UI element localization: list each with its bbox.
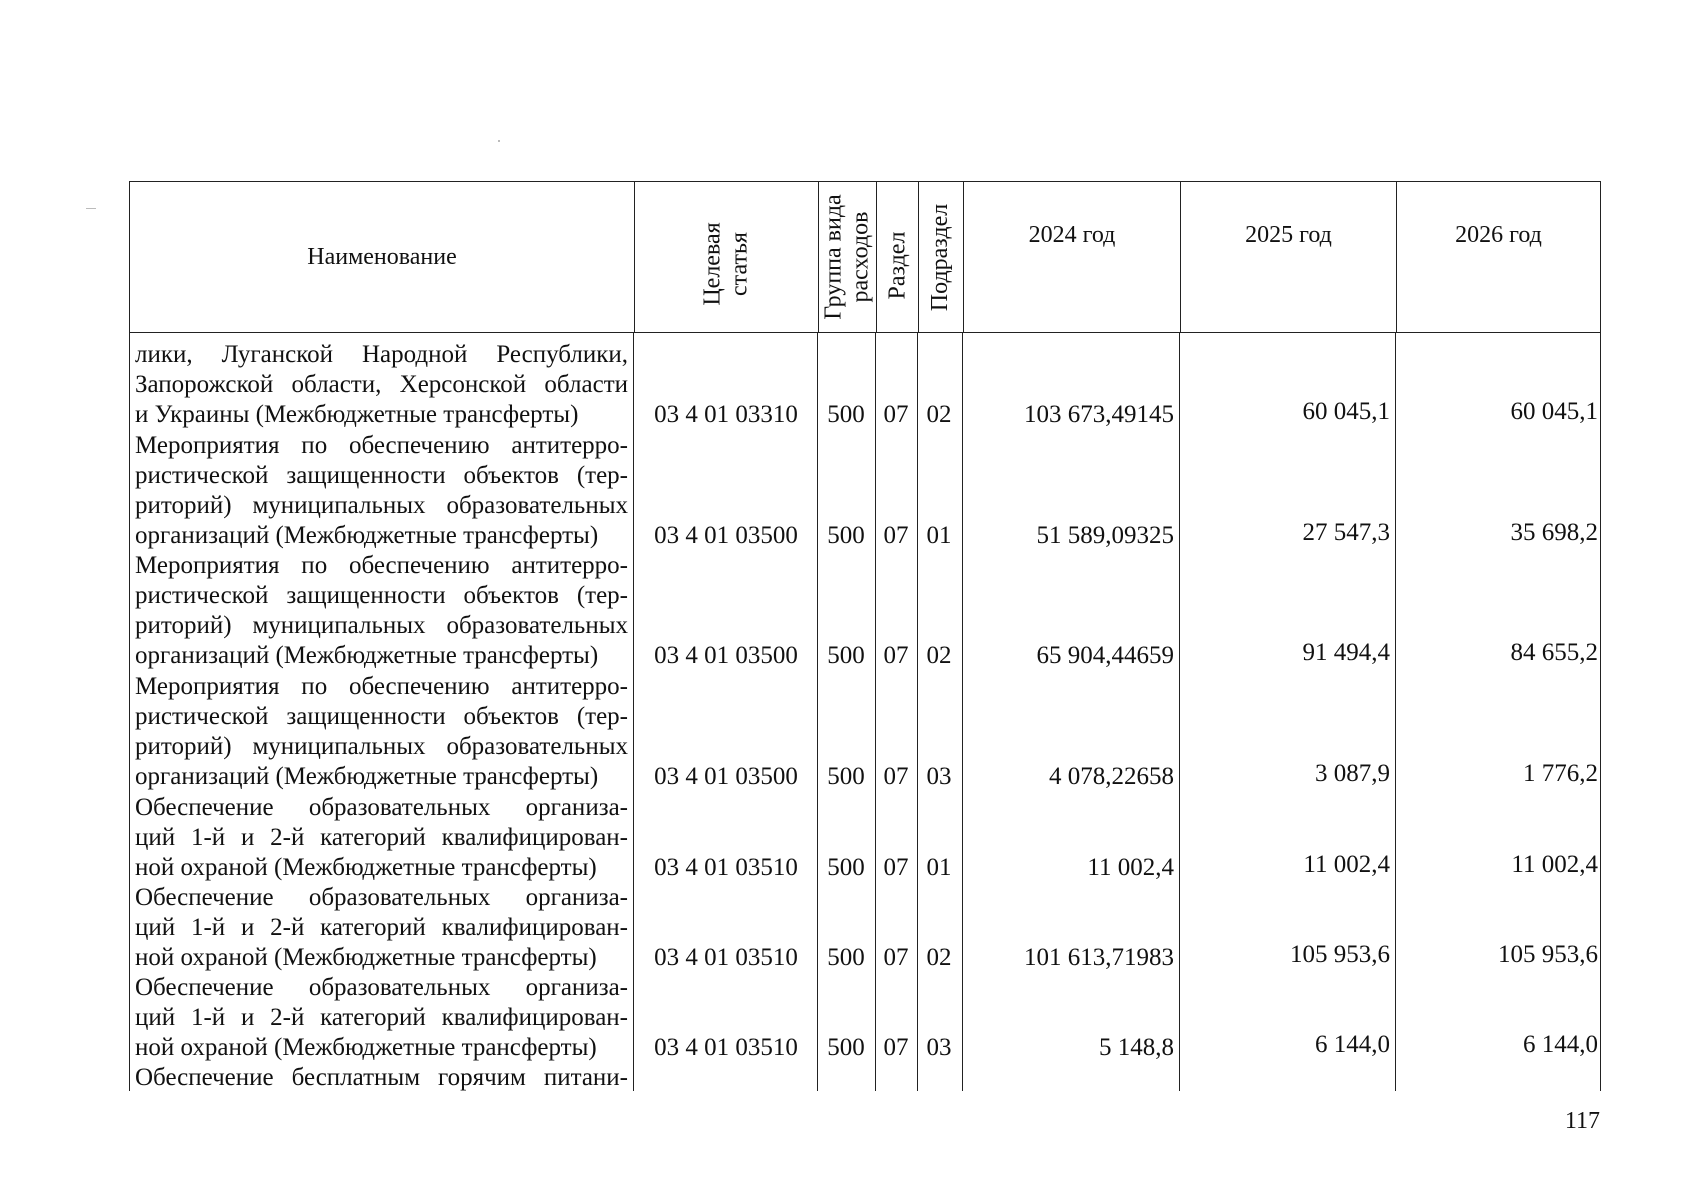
row-name-line: риторий) муниципальных образовательных xyxy=(135,492,628,519)
column-divider xyxy=(875,333,876,1091)
row-name-line: ной охраной (Межбюджетные трансферты) xyxy=(135,1034,597,1061)
column-divider xyxy=(917,333,918,1091)
margin-mark xyxy=(86,208,96,209)
row-subsection: 01 xyxy=(926,522,952,549)
row-name-line: ной охраной (Межбюджетные трансферты) xyxy=(135,944,597,971)
column-divider xyxy=(129,333,130,1091)
header-year-2024-text: 2024 год xyxy=(1028,222,1116,248)
column-divider xyxy=(633,333,634,1091)
header-target-article-text xyxy=(699,222,753,305)
row-expense-group: 500 xyxy=(827,522,865,549)
header-section xyxy=(876,182,918,332)
row-value-2026: 6 144,0 xyxy=(1523,1031,1598,1058)
row-name xyxy=(135,340,628,430)
row-value-2026: 1 776,2 xyxy=(1523,760,1598,787)
row-name-line: лики, Луганской Народной Республики, xyxy=(135,341,628,368)
row-expense-group: 500 xyxy=(827,854,865,881)
row-value-2024: 5 148,8 xyxy=(1099,1034,1174,1061)
row-value-2024: 103 673,49145 xyxy=(1024,401,1174,428)
row-value-2024: 51 589,09325 xyxy=(1036,522,1174,549)
header-expense-group-line1: Группа вида xyxy=(820,194,847,320)
row-target-article: 03 4 01 03310 xyxy=(654,401,798,428)
header-year-2026-text: 2026 год xyxy=(1455,222,1542,248)
row-value-2026: 35 698,2 xyxy=(1510,519,1598,546)
row-expense-group: 500 xyxy=(827,1034,865,1061)
row-subsection: 03 xyxy=(926,1034,952,1061)
row-name-line: ристической защищенности объектов (тер- xyxy=(135,703,628,730)
row-name-line: организаций (Межбюджетные трансферты) xyxy=(135,642,599,669)
header-year-2025-text: 2025 год xyxy=(1245,222,1332,248)
row-value-2024: 65 904,44659 xyxy=(1036,642,1174,669)
row-name-line: Обеспечение образовательных организа- xyxy=(135,884,628,911)
row-section: 07 xyxy=(883,854,909,881)
row-value-2025: 60 045,1 xyxy=(1302,398,1390,425)
scan-dot xyxy=(498,140,500,142)
row-name-line: ристической защищенности объектов (тер- xyxy=(135,462,628,489)
page-number: 117 xyxy=(1564,1108,1600,1134)
column-divider xyxy=(962,333,963,1091)
row-value-2025: 11 002,4 xyxy=(1303,851,1390,878)
header-subsection xyxy=(918,182,963,332)
column-divider xyxy=(1395,333,1396,1091)
row-name xyxy=(135,973,628,1063)
row-target-article: 03 4 01 03500 xyxy=(654,522,798,549)
row-value-2024: 11 002,4 xyxy=(1087,854,1174,881)
row-expense-group: 500 xyxy=(827,642,865,669)
row-name-line: ций 1-й и 2-й категорий квалифицирован- xyxy=(135,1004,628,1031)
row-expense-group: 500 xyxy=(827,763,865,790)
header-year-2024 xyxy=(963,182,1180,332)
row-value-2026: 84 655,2 xyxy=(1510,639,1598,666)
row-name-line: риторий) муниципальных образовательных xyxy=(135,733,628,760)
row-target-article: 03 4 01 03500 xyxy=(654,642,798,669)
row-target-article: 03 4 01 03510 xyxy=(654,854,798,881)
row-name xyxy=(135,883,628,973)
row-name-line: ций 1-й и 2-й категорий квалифицирован- xyxy=(135,914,628,941)
row-name-line: Обеспечение бесплатным горячим питани- xyxy=(135,1064,628,1091)
row-value-2024: 4 078,22658 xyxy=(1049,763,1174,790)
row-target-article: 03 4 01 03500 xyxy=(654,763,798,790)
row-value-2026: 11 002,4 xyxy=(1511,851,1598,878)
row-section: 07 xyxy=(883,1034,909,1061)
row-value-2025: 6 144,0 xyxy=(1315,1031,1390,1058)
row-subsection: 02 xyxy=(926,401,952,428)
row-subsection: 03 xyxy=(926,763,952,790)
row-value-2025: 27 547,3 xyxy=(1302,519,1390,546)
header-expense-group xyxy=(818,182,876,332)
row-subsection: 01 xyxy=(926,854,952,881)
header-target-article xyxy=(634,182,818,332)
row-subsection: 02 xyxy=(926,944,952,971)
row-value-2025: 105 953,6 xyxy=(1290,941,1390,968)
row-name-line: ций 1-й и 2-й категорий квалифицирован- xyxy=(135,824,628,851)
row-value-2026: 105 953,6 xyxy=(1498,941,1598,968)
header-expense-group-text xyxy=(821,194,875,319)
row-value-2024: 101 613,71983 xyxy=(1024,944,1174,971)
header-subsection-text: Подраздел xyxy=(927,203,954,311)
row-value-2026: 60 045,1 xyxy=(1510,398,1598,425)
row-name-line: Мероприятия по обеспечению антитерро- xyxy=(135,673,628,700)
row-name xyxy=(135,672,628,792)
row-name-line: Обеспечение образовательных организа- xyxy=(135,794,628,821)
header-expense-group-line2: расходов xyxy=(847,211,874,303)
header-target-article-line2: статья xyxy=(726,232,753,296)
header-target-article-line1: Целевая xyxy=(699,222,726,306)
row-expense-group: 500 xyxy=(827,401,865,428)
row-name-line: Мероприятия по обеспечению антитерро- xyxy=(135,552,628,579)
header-year-2026 xyxy=(1396,182,1600,332)
row-name-line: ной охраной (Межбюджетные трансферты) xyxy=(135,854,597,881)
row-name-line: Мероприятия по обеспечению антитерро- xyxy=(135,432,628,459)
header-name-text: Наименование xyxy=(307,243,457,270)
row-section: 07 xyxy=(883,944,909,971)
row-section: 07 xyxy=(883,522,909,549)
row-name-line: и Украины (Межбюджетные трансферты) xyxy=(135,401,579,428)
header-name xyxy=(130,182,634,332)
row-target-article: 03 4 01 03510 xyxy=(654,1034,798,1061)
column-divider xyxy=(1600,333,1601,1091)
row-name-line: риторий) муниципальных образовательных xyxy=(135,612,628,639)
row-section: 07 xyxy=(883,401,909,428)
row-target-article: 03 4 01 03510 xyxy=(654,944,798,971)
row-name xyxy=(135,551,628,671)
column-divider xyxy=(1179,333,1180,1091)
row-name xyxy=(135,793,628,883)
table-header xyxy=(129,181,1601,333)
row-value-2025: 91 494,4 xyxy=(1302,639,1390,666)
row-section: 07 xyxy=(883,642,909,669)
row-name xyxy=(135,431,628,551)
row-section: 07 xyxy=(883,763,909,790)
row-name-line: Обеспечение образовательных организа- xyxy=(135,974,628,1001)
row-name-line: ристической защищенности объектов (тер- xyxy=(135,582,628,609)
row-name xyxy=(135,1063,628,1093)
row-name-line: организаций (Межбюджетные трансферты) xyxy=(135,763,599,790)
header-section-text: Раздел xyxy=(884,231,911,299)
row-subsection: 02 xyxy=(926,642,952,669)
row-name-line: Запорожской области, Херсонской области xyxy=(135,371,628,398)
column-divider xyxy=(817,333,818,1091)
row-expense-group: 500 xyxy=(827,944,865,971)
row-name-line: организаций (Межбюджетные трансферты) xyxy=(135,522,599,549)
row-value-2025: 3 087,9 xyxy=(1315,760,1390,787)
header-year-2025 xyxy=(1180,182,1396,332)
